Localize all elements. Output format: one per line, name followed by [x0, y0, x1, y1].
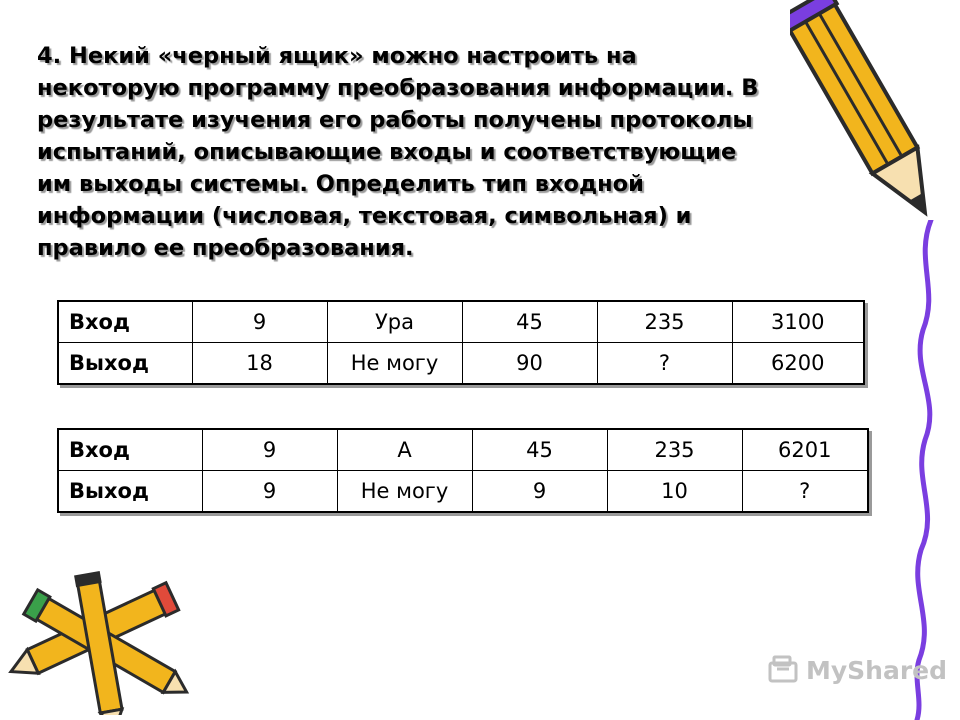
- table-cell: 3100: [732, 301, 864, 343]
- pencil-icon: [790, 0, 960, 240]
- table-cell: 6201: [742, 429, 868, 471]
- table-cell: 9: [192, 301, 327, 343]
- crossed-pencils-icon: [0, 570, 200, 715]
- table-row-output: [58, 471, 868, 513]
- table-cell: 235: [607, 429, 742, 471]
- io-table-2: [57, 428, 869, 513]
- watermark-text: MyShared: [806, 655, 948, 685]
- table-row-input: [58, 429, 868, 471]
- table-cell: 45: [462, 301, 597, 343]
- table-cell: 18: [192, 343, 327, 385]
- table-row-output: [58, 343, 864, 385]
- table-row-input: [58, 301, 864, 343]
- table-cell: 90: [462, 343, 597, 385]
- task-line: правило ее преобразования.: [37, 235, 414, 261]
- task-text: [37, 40, 777, 264]
- table-cell: 235: [597, 301, 732, 343]
- task-line: испытаний, описывающие входы и соответствующие: [37, 139, 737, 165]
- task-line: им выходы системы. Определить тип входной: [37, 171, 644, 197]
- table-cell: Не могу: [327, 343, 462, 385]
- watermark-logo-icon: [768, 655, 800, 685]
- table-cell: А: [337, 429, 472, 471]
- table-cell: ?: [597, 343, 732, 385]
- watermark: [768, 655, 947, 685]
- row-label-input: Вход: [58, 429, 202, 471]
- table-cell: 10: [607, 471, 742, 513]
- table-cell: ?: [742, 471, 868, 513]
- row-label-output: Выход: [58, 471, 202, 513]
- table-cell: 9: [202, 471, 337, 513]
- row-label-output: Выход: [58, 343, 192, 385]
- table-cell: 6200: [732, 343, 864, 385]
- row-label-input: Вход: [58, 301, 192, 343]
- task-line: 4. Некий «черный ящик» можно настроить на: [37, 43, 637, 69]
- squiggle-line-icon: [895, 220, 955, 720]
- task-line: некоторую программу преобразования информации. В: [37, 75, 759, 101]
- io-table-1: [57, 300, 865, 385]
- table-cell: 9: [202, 429, 337, 471]
- task-line: информации (числовая, текстовая, символьная) и: [37, 203, 692, 229]
- table-cell: 9: [472, 471, 607, 513]
- task-line: результате изучения его работы получены протоколы: [37, 107, 753, 133]
- table-cell: Ура: [327, 301, 462, 343]
- table-cell: Не могу: [337, 471, 472, 513]
- table-cell: 45: [472, 429, 607, 471]
